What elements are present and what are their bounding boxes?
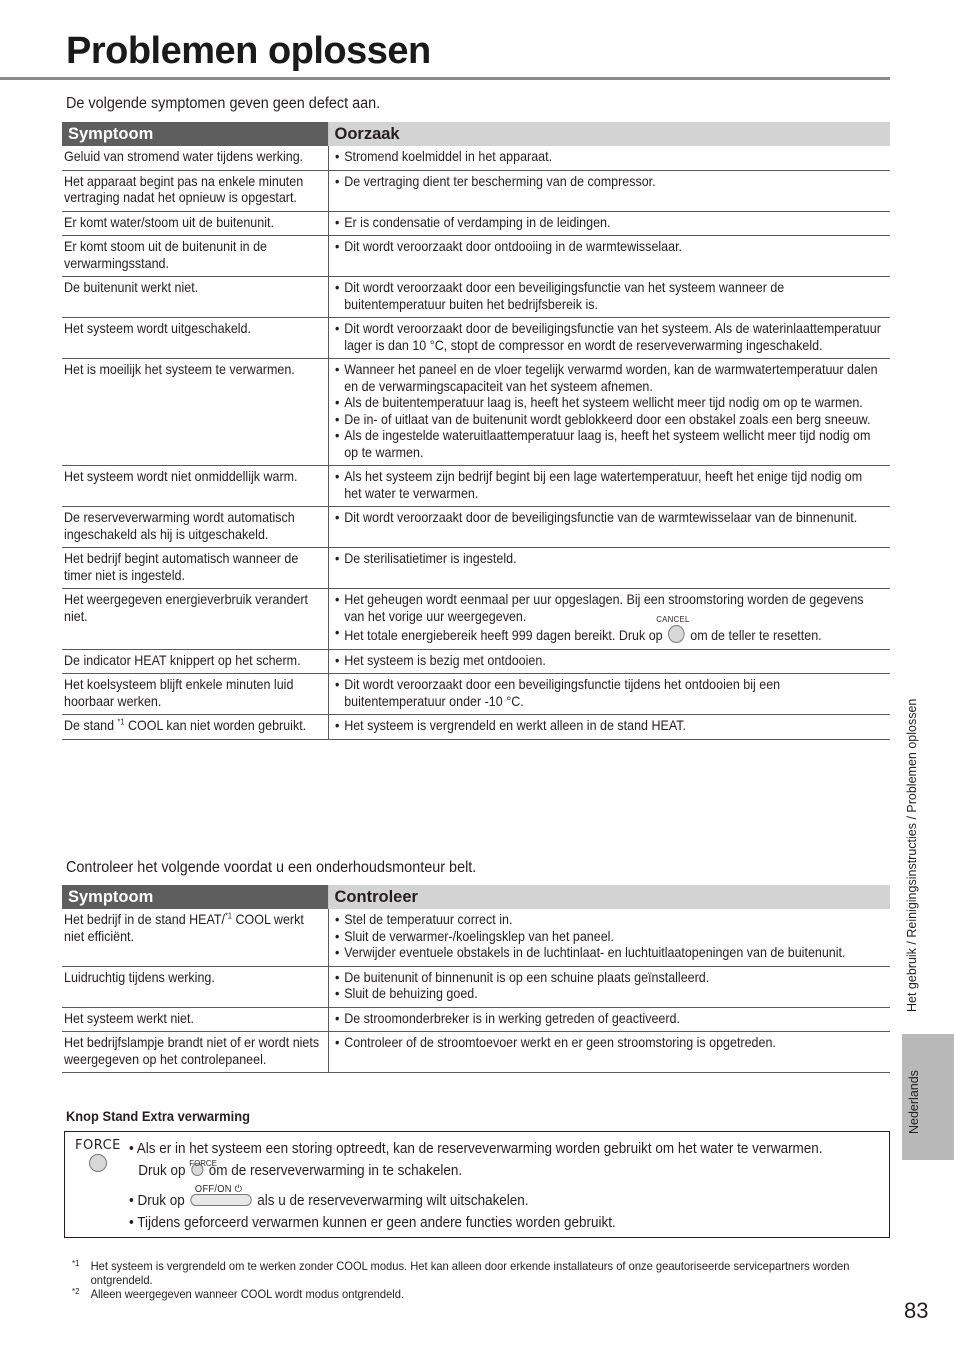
bullet-item: • Als de ingestelde wateruitlaattemperatuur laag is, heeft het systeem wellicht meer tijd nodig om op te warmen.	[335, 428, 883, 461]
footnote-2: *2 Alleen weergegeven wanneer COOL wordt modus ontgrendeld.	[72, 1286, 405, 1301]
table-row	[62, 589, 890, 650]
symptom-cell	[62, 466, 328, 507]
cause-cell	[328, 359, 890, 466]
table-row	[62, 548, 890, 589]
cause-cell	[328, 548, 890, 589]
header-check: Controleer	[328, 885, 890, 909]
symptom-text: De reserveverwarming wordt automatisch ingeschakeld als hij is uitgeschakeld.	[64, 510, 295, 542]
table-row	[62, 466, 890, 507]
check-cell	[328, 966, 890, 1007]
table-row	[62, 507, 890, 548]
bullet-item: • Sluit de verwarmer-/koelingsklep van het paneel.	[335, 929, 883, 946]
force-heading: Knop Stand Extra verwarming	[66, 1108, 250, 1124]
footnotes	[72, 1259, 892, 1301]
bullet-item: • De sterilisatietimer is ingesteld.	[335, 551, 883, 568]
cause-list	[335, 239, 883, 256]
header-symptom: Symptoom	[62, 122, 328, 146]
symptom-cell	[62, 211, 328, 236]
header-symptom-2: Symptoom	[62, 885, 328, 909]
cause-list	[335, 280, 883, 313]
symptom-cell	[62, 589, 328, 650]
cause-list	[335, 174, 883, 191]
symptom-text: Het koelsysteem blijft enkele minuten luid hoorbaar werken.	[64, 677, 294, 709]
footnote-1: *1 Het systeem is vergrendeld om te werken zonder COOL modus. Het kan alleen door erkende installateurs of onze geautoriseerde servicepartners worden ontgrendeld.	[72, 1258, 850, 1287]
bullet-item: • Verwijder eventuele obstakels in de luchtinlaat- en luchtuitlaatopeningen van de buitenunit.	[335, 945, 883, 962]
symptom-cell	[62, 146, 328, 170]
force-info-box	[64, 1131, 890, 1238]
cause-cell	[328, 507, 890, 548]
symptom-cell	[62, 277, 328, 318]
symptom-cell	[62, 649, 328, 674]
symptom-text: Geluid van stromend water tijdens werking.	[64, 149, 304, 164]
page-number: 83	[904, 1298, 929, 1323]
force-icon-label: FORCE	[75, 1138, 121, 1153]
force-button-icon	[89, 1154, 107, 1172]
bullet-item: • Het systeem is vergrendeld en werkt alleen in de stand HEAT.	[335, 718, 883, 735]
table-row	[62, 359, 890, 466]
bullet-item: • Als de buitentemperatuur laag is, heeft het systeem wellicht meer tijd nodig om op te warmen.	[335, 395, 883, 412]
symptom-text: Luidruchtig tijdens werking.	[64, 969, 215, 985]
symptom-cell	[62, 966, 328, 1007]
table-row	[62, 318, 890, 359]
symptom-text: Het bedrijfslampje brandt niet of er wordt niets weergegeven op het controlepaneel.	[64, 1035, 320, 1067]
table-row	[62, 649, 890, 674]
bullet-item: • Dit wordt veroorzaakt door de beveiligingsfunctie van het systeem. Als de waterinlaattemperatuur lager is dan 10 °C, stopt de compressor en wordt de reserveverwarming ingeschakeld.	[335, 321, 883, 354]
symptom-text: Het is moeilijk het systeem te verwarmen.	[64, 362, 295, 377]
bullet-item: • De vertraging dient ter bescherming van de compressor.	[335, 174, 883, 191]
check-cell	[328, 909, 890, 966]
symptom-cause-table	[62, 122, 890, 740]
symptom-text: De buitenunit werkt niet.	[64, 280, 199, 295]
bullet-item: • Dit wordt veroorzaakt door ontdooiing in de warmtewisselaar.	[335, 239, 883, 256]
cause-cell	[328, 170, 890, 211]
side-breadcrumb: Het gebruik / Reinigingsinstructies / Problemen oplossen	[905, 698, 919, 1012]
force-line-3: • Druk op OFF/ON ⏻ als u de reserveverwarming wilt uitschakelen.	[129, 1184, 529, 1209]
check-cell	[328, 1032, 890, 1073]
bullet-item-energy: • Het totale energiebereik heeft 999 dagen bereikt. Druk op CANCEL om de teller te resetten.	[335, 625, 883, 645]
table-row	[62, 1032, 890, 1073]
language-tab-label: Nederlands	[907, 1070, 921, 1134]
bullet-item: • De buitenunit of binnenunit is op een schuine plaats geïnstalleerd.	[335, 970, 883, 987]
cause-cell	[328, 211, 890, 236]
symptom-cell	[62, 359, 328, 466]
bullet-item: • Als het systeem zijn bedrijf begint bij een lage watertemperatuur, heeft het enige tijd nodig om het water te verwarmen.	[335, 469, 883, 502]
cause-cell	[328, 236, 890, 277]
bullet-item: • Dit wordt veroorzaakt door een beveiligingsfunctie van het systeem wanneer de buitentemperatuur buiten het bedrijfsbereik is.	[335, 280, 883, 313]
symptom-cell	[62, 236, 328, 277]
bullet-item: • Wanneer het paneel en de vloer tegelijk verwarmd worden, kan de warmwatertemperatuur dalen en de verwarmingscapaciteit van het systeem afnemen.	[335, 362, 883, 395]
symptom-text: Er komt stoom uit de buitenunit in de verwarmingsstand.	[64, 239, 267, 271]
cause-cell	[328, 589, 890, 650]
cause-cell	[328, 649, 890, 674]
symptom-cell	[62, 548, 328, 589]
bullet-item: • Er is condensatie of verdamping in de leidingen.	[335, 215, 883, 232]
symptom-cell	[62, 170, 328, 211]
force-line-1: • Als er in het systeem een storing optreedt, kan de reserveverwarming worden gebruikt om het water te verwarmen.	[129, 1141, 823, 1157]
symptom-cell	[62, 1032, 328, 1073]
symptom-text: Het systeem werkt niet.	[64, 1010, 194, 1026]
symptom-cell	[62, 318, 328, 359]
cause-cell	[328, 318, 890, 359]
check-list	[335, 1035, 883, 1052]
table-row	[62, 715, 890, 740]
table-row	[62, 1007, 890, 1032]
symptom-cell	[62, 507, 328, 548]
bullet-item: • Sluit de behuizing goed.	[335, 986, 883, 1003]
table-row	[62, 966, 890, 1007]
bullet-item: • Stel de temperatuur correct in.	[335, 912, 883, 929]
table-row	[62, 909, 890, 966]
page-title: Problemen oplossen	[66, 30, 431, 72]
cause-cell	[328, 674, 890, 715]
cause-cell	[328, 277, 890, 318]
table-row	[62, 236, 890, 277]
bullet-item: • De in- of uitlaat van de buitenunit wordt geblokkeerd door een obstakel zoals een berg sneeuw.	[335, 412, 883, 429]
symptom-text: Het apparaat begint pas na enkele minuten vertraging nadat het opnieuw is opgestart.	[64, 173, 304, 205]
table-row	[62, 170, 890, 211]
symptom-cell	[62, 674, 328, 715]
symptom-check-table	[62, 885, 890, 1073]
cause-list	[335, 149, 883, 166]
table-row	[62, 146, 890, 170]
bullet-item: • Het geheugen wordt eenmaal per uur opgeslagen. Bij een stroomstoring worden de gegevens van het vorige uur weergegeven.	[335, 592, 883, 625]
title-rule	[0, 77, 890, 80]
symptom-text: Het systeem wordt uitgeschakeld.	[64, 321, 251, 336]
bullet-item: • De stroomonderbreker is in werking getreden of geactiveerd.	[335, 1011, 883, 1028]
force-line-4: • Tijdens geforceerd verwarmen kunnen er geen andere functies worden gebruikt.	[129, 1215, 616, 1231]
force-mini-icon: FORCE	[191, 1163, 203, 1176]
header-cause: Oorzaak	[328, 122, 890, 146]
cause-list	[335, 469, 883, 502]
cause-cell	[328, 466, 890, 507]
cause-list	[335, 551, 883, 568]
cause-list	[335, 510, 883, 527]
check-list	[335, 1011, 883, 1028]
section2-intro: Controleer het volgende voordat u een onderhoudsmonteur belt.	[66, 859, 477, 876]
symptom-text: Het systeem wordt niet onmiddellijk warm.	[64, 469, 298, 484]
symptom-text: Er komt water/stoom uit de buitenunit.	[64, 214, 274, 230]
cause-list	[335, 677, 883, 710]
cause-list	[335, 653, 883, 670]
cause-cell	[328, 715, 890, 740]
check-cell	[328, 1007, 890, 1032]
bullet-item: • Dit wordt veroorzaakt door de beveiligingsfunctie van de warmtewisselaar van de binnenunit.	[335, 510, 883, 527]
check-list	[335, 970, 883, 1003]
symptom-cell	[62, 1007, 328, 1032]
bullet-item: • Het systeem is bezig met ontdooien.	[335, 653, 883, 670]
bullet-item: • Dit wordt veroorzaakt door een beveiligingsfunctie tijdens het ontdooien bij een buitentemperatuur onder -10 °C.	[335, 677, 883, 710]
symptom-text: De indicator HEAT knippert op het scherm.	[64, 652, 301, 668]
offon-button-icon: OFF/ON ⏻	[190, 1194, 251, 1206]
table-row	[62, 211, 890, 236]
force-line-2: Druk op FORCE om de reserveverwarming in te schakelen.	[138, 1158, 463, 1179]
cause-cell	[328, 146, 890, 170]
symptom-cell: De stand $^{*1}$ COOL kan niet worden gebruikt.	[62, 715, 328, 740]
table-row	[62, 277, 890, 318]
cause-list	[335, 321, 883, 354]
table-row	[62, 674, 890, 715]
symptom-text: Het bedrijf begint automatisch wanneer de timer niet is ingesteld.	[64, 551, 299, 583]
symptom-text: Het weergegeven energieverbruik verandert niet.	[64, 592, 309, 624]
section1-intro: De volgende symptomen geven geen defect aan.	[66, 95, 381, 112]
cause-list	[335, 215, 883, 232]
symptom-cell: Het bedrijf in de stand HEAT/$^{*1}$ COOL werkt niet efficiënt.	[62, 909, 328, 966]
cancel-button-icon: CANCEL	[668, 625, 685, 643]
bullet-item: • Controleer of de stroomtoevoer werkt en er geen stroomstoring is opgetreden.	[335, 1035, 883, 1052]
check-list	[335, 912, 883, 962]
cause-list	[335, 592, 883, 645]
bullet-item: • Stromend koelmiddel in het apparaat.	[335, 149, 883, 166]
cause-list	[335, 362, 883, 461]
